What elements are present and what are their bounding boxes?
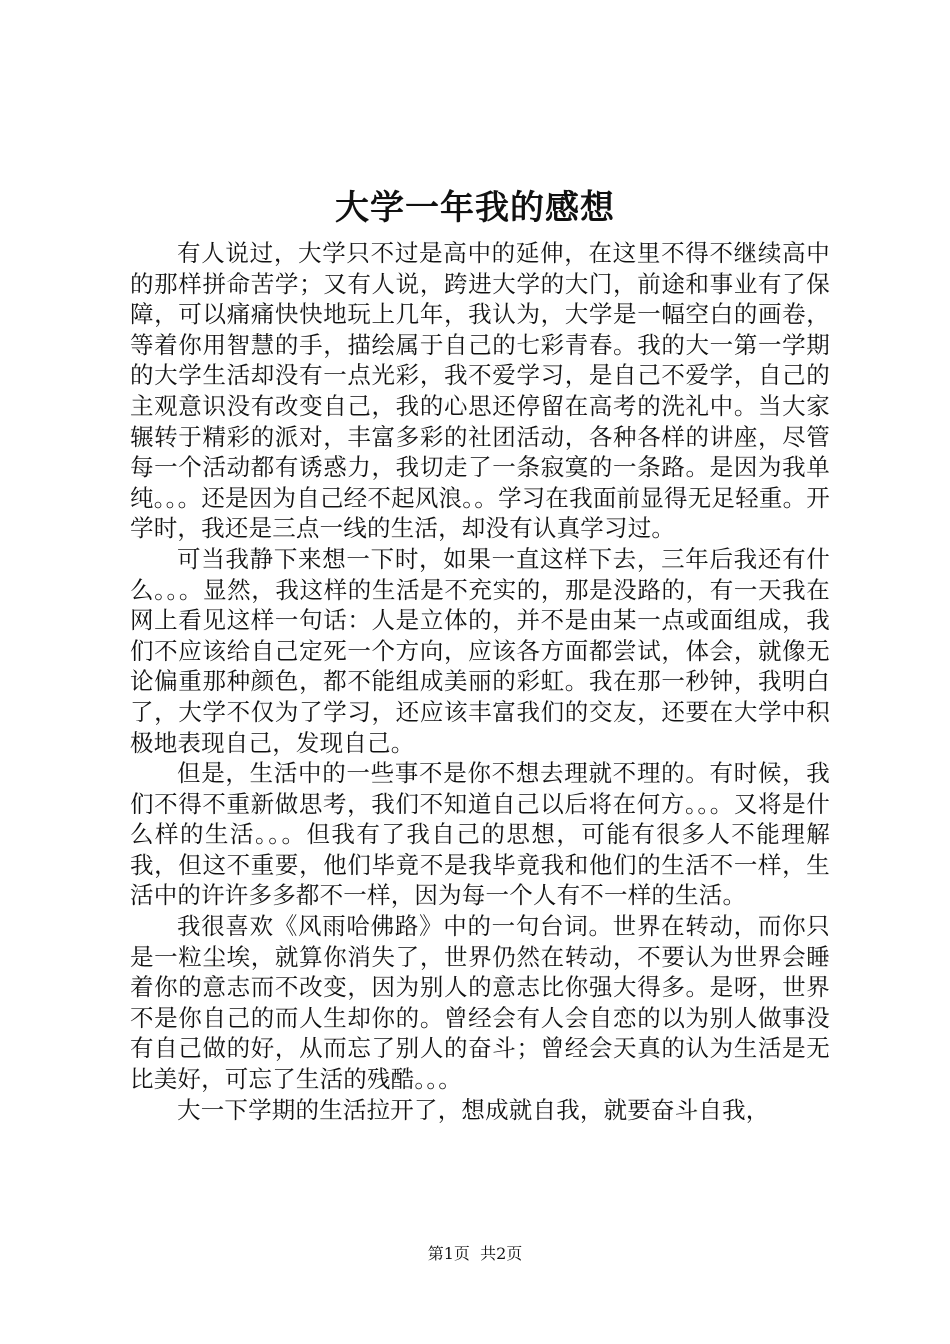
document-title: 大学一年我的感想 xyxy=(335,188,615,228)
paragraph-4: 我很喜欢《风雨哈佛路》中的一句台词。世界在转动，而你只是一粒尘埃，就算你消失了，世界仍然在转动，不要认为世界会睡着你的意志而不改变，因为别人的意志比你强大得多。是呀，世界不是你自己的而人生却你的。曾经会有人会自恋的以为别人做事没有自己做的好，从而忘了别人的奋斗；曾经会天真的认为生活是无比美好，可忘了生活的残酷。。。 xyxy=(130,912,830,1094)
paragraph-1: 有人说过，大学只不过是高中的延伸，在这里不得不继续高中的那样拼命苦学；又有人说，跨进大学的大门，前途和事业有了保障，可以痛痛快快地玩上几年，我认为，大学是一幅空白的画卷，等着你用智慧的手，描绘属于自己的七彩青春。我的大一第一学期的大学生活却没有一点光彩，我不爱学习，是自己不爱学，自己的主观意识没有改变自己，我的心思还停留在高考的洗礼中。当大家辗转于精彩的派对，丰富多彩的社团活动，各种各样的讲座，尽管每一个活动都有诱惑力，我切走了一条寂寞的一条路。是因为我单纯。。。还是因为自己经不起风浪。。学习在我面前显得无足轻重。开学时，我还是三点一线的生活，却没有认真学习过。 xyxy=(130,239,830,543)
paragraph-5: 大一下学期的生活拉开了，想成就自我，就要奋斗自我， xyxy=(177,1095,770,1124)
paragraph-3: 但是，生活中的一些事不是你不想去理就不理的。有时候，我们不得不重新做思考，我们不知道自己以后将在何方。。。又将是什么样的生活。。。但我有了我自己的思想，可能有很多人不能理解我，但这不重要，他们毕竟不是我毕竟我和他们的生活不一样，生活中的许许多多都不一样，因为每一个人有不一样的生活。 xyxy=(130,759,830,910)
page-footer xyxy=(0,1243,950,1265)
paragraph-2: 可当我静下来想一下时，如果一直这样下去，三年后我还有什么。。。显然，我这样的生活是不充实的，那是没路的，有一天我在网上看见这样一句话：人是立体的，并不是由某一点或面组成，我们不应该给自己定死一个方向，应该各方面都尝试，体会，就像无论偏重那种颜色，都不能组成美丽的彩虹。我在那一秒钟，我明白了，大学不仅为了学习，还应该丰富我们的交友，还要在大学中积极地表现自己，发现自己。 xyxy=(130,544,830,757)
document-body xyxy=(130,238,830,1125)
page-number-label: 第1页 共2页 xyxy=(427,1244,523,1263)
